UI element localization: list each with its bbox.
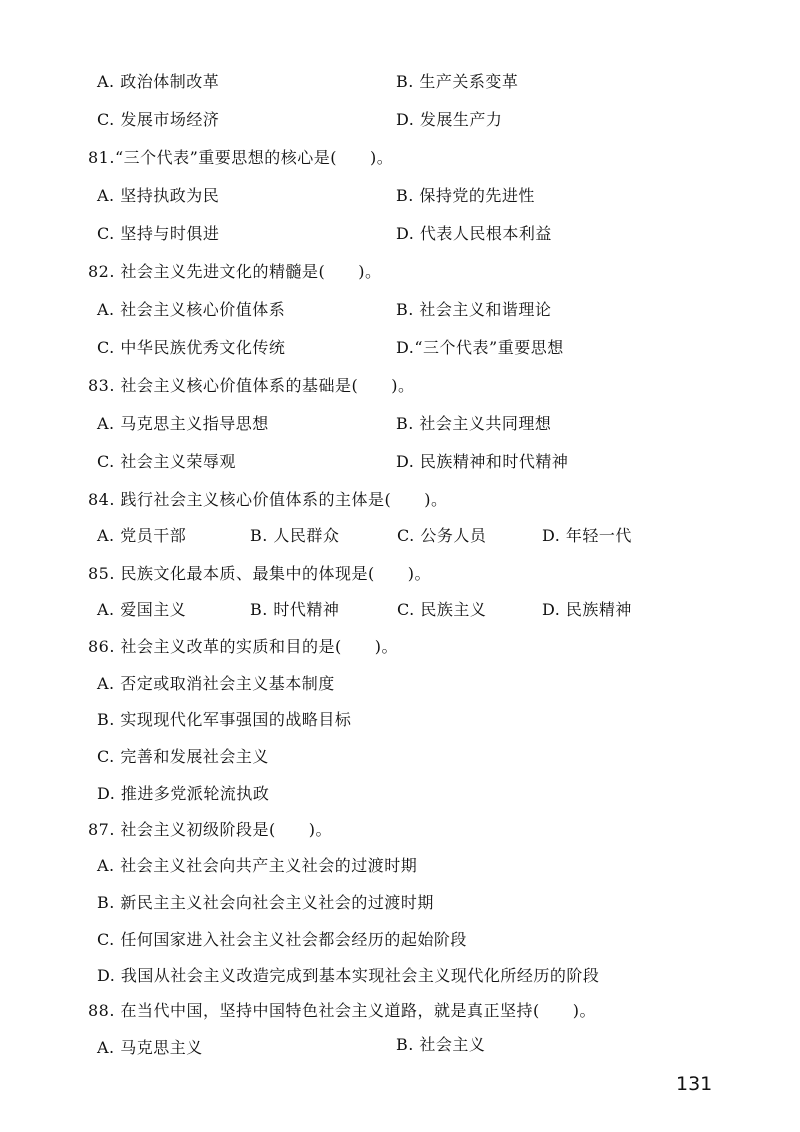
q82-stem: 82. 社会主义先进文化的精髓是( )。 [88,262,382,281]
q86-option-a: A. 否定或取消社会主义基本制度 [97,674,335,693]
q82-option-d: D.“三个代表”重要思想 [396,338,564,357]
q80-option-d: D. 发展生产力 [396,110,503,129]
q83-option-c: C. 社会主义荣辱观 [97,452,236,471]
q85-option-c: C. 民族主义 [397,600,487,619]
q81-stem: 81.“三个代表”重要思想的核心是( )。 [88,148,394,167]
q81-option-b: B. 保持党的先进性 [396,186,535,205]
q87-option-c: C. 任何国家进入社会主义社会都会经历的起始阶段 [97,930,467,949]
q81-option-a: A. 坚持执政为民 [97,186,220,205]
q84-option-c: C. 公务人员 [397,526,487,545]
q88-option-b: B. 社会主义 [396,1035,486,1054]
q80-option-c: C. 发展市场经济 [97,110,220,129]
q83-option-a: A. 马克思主义指导思想 [97,414,269,433]
q83-option-d: D. 民族精神和时代精神 [396,452,569,471]
q83-stem: 83. 社会主义核心价值体系的基础是( )。 [88,376,415,395]
q86-option-c: C. 完善和发展社会主义 [97,747,269,766]
q85-option-b: B. 时代精神 [250,600,340,619]
q84-option-a: A. 党员干部 [97,526,187,545]
q80-option-a: A. 政治体制改革 [97,72,220,91]
q82-option-a: A. 社会主义核心价值体系 [97,300,286,319]
q85-stem: 85. 民族文化最本质、最集中的体现是( )。 [88,564,432,583]
q87-option-b: B. 新民主主义社会向社会主义社会的过渡时期 [97,893,434,912]
q88-stem: 88. 在当代中国，坚持中国特色社会主义道路，就是真正坚持( )。 [88,1001,597,1020]
q82-option-b: B. 社会主义和谐理论 [396,300,552,319]
q86-option-b: B. 实现现代化军事强国的战略目标 [97,710,352,729]
q87-stem: 87. 社会主义初级阶段是( )。 [88,820,333,839]
q87-option-d: D. 我国从社会主义改造完成到基本实现社会主义现代化所经历的阶段 [97,966,600,985]
q84-stem: 84. 践行社会主义核心价值体系的主体是( )。 [88,490,448,509]
q85-option-a: A. 爱国主义 [97,600,187,619]
q80-option-b: B. 生产关系变革 [396,72,519,91]
q81-option-d: D. 代表人民根本利益 [396,224,552,243]
q86-stem: 86. 社会主义改革的实质和目的是( )。 [88,637,399,656]
q84-option-d: D. 年轻一代 [542,526,632,545]
q83-option-b: B. 社会主义共同理想 [396,414,552,433]
q88-option-a: A. 马克思主义 [97,1038,203,1057]
q84-option-b: B. 人民群众 [250,526,340,545]
q82-option-c: C. 中华民族优秀文化传统 [97,338,286,357]
q85-option-d: D. 民族精神 [542,600,632,619]
q86-option-d: D. 推进多党派轮流执政 [97,784,270,803]
q81-option-c: C. 坚持与时俱进 [97,224,220,243]
q87-option-a: A. 社会主义社会向共产主义社会的过渡时期 [97,856,418,875]
page-number: 131 [676,1073,713,1095]
